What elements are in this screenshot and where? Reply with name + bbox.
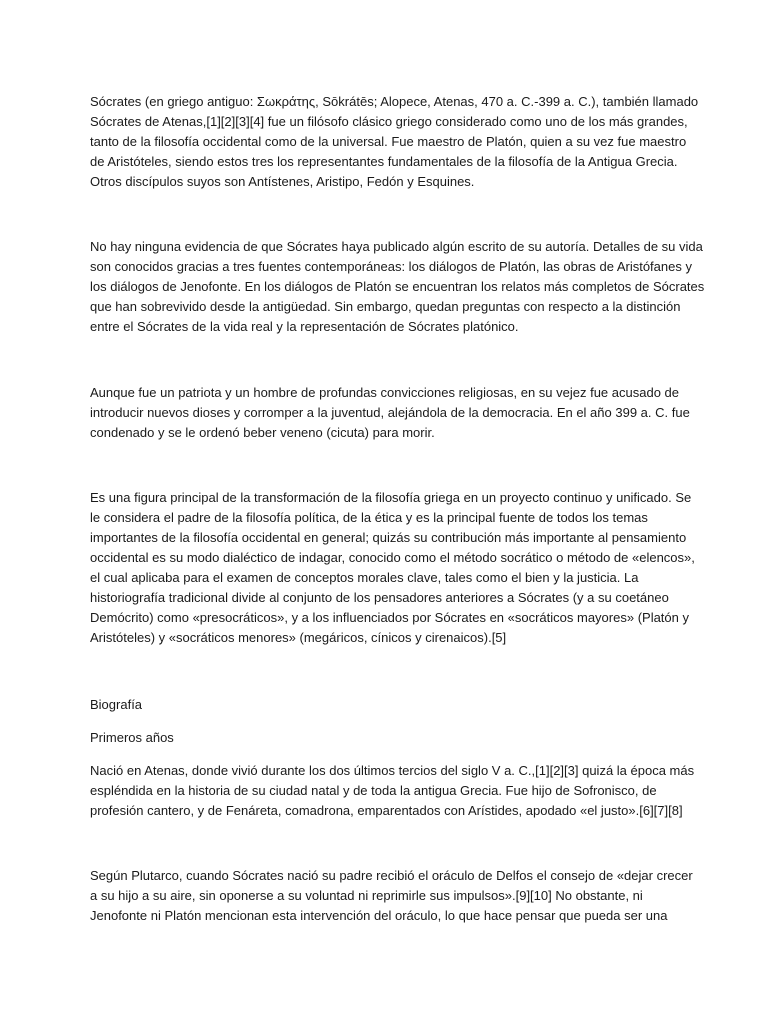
- subsection-heading: Primeros años: [90, 730, 174, 745]
- paragraph-line: condenado y se le ordenó beber veneno (cicuta) para morir.: [90, 425, 435, 440]
- paragraph-line: entre el Sócrates de la vida real y la representación de Sócrates platónico.: [90, 319, 519, 334]
- intro-paragraph: [90, 92, 699, 192]
- paragraph-line: de Aristóteles, siendo estos tres los representantes fundamentales de la filosofía de la Antigua Grecia.: [90, 154, 678, 169]
- paragraph-line: le considera el padre de la filosofía política, de la ética y es la principal fuente de todos los temas: [90, 510, 648, 525]
- paragraph-line: introducir nuevos dioses y corromper a la juventud, alejándola de la democracia. En el año 399 a. C. fue: [90, 405, 690, 420]
- legacy-paragraph: [90, 488, 695, 648]
- birth-paragraph: [90, 761, 695, 821]
- paragraph-line: a su hijo a su aire, sin oponerse a su voluntad ni reprimirle sus impulsos».[9][10] No obstante, ni: [90, 888, 643, 903]
- paragraph-line: que han sobrevivido desde la antigüedad. Sin embargo, quedan preguntas con respecto a la distinción: [90, 299, 681, 314]
- paragraph-line: Nació en Atenas, donde vivió durante los dos últimos tercios del siglo V a. C.,[1][2][3] quizá la época más: [90, 763, 695, 778]
- sources-paragraph: [90, 237, 705, 337]
- paragraph-line: los diálogos de Jenofonte. En los diálogos de Platón se encuentran los relatos más completos de Sócrates: [90, 279, 705, 294]
- paragraph-line: Demócrito) como «presocráticos», y a los influenciados por Sócrates en «socráticos mayores» (Platón y: [90, 610, 689, 625]
- paragraph-line: occidental es su modo dialéctico de indagar, conocido como el método socrático o método de «elencos»,: [90, 550, 695, 565]
- paragraph-line: Otros discípulos suyos son Antístenes, Aristipo, Fedón y Esquines.: [90, 174, 475, 189]
- oracle-paragraph: [90, 866, 693, 926]
- paragraph-line: Sócrates de Atenas,[1][2][3][4] fue un filósofo clásico griego considerado como uno de los más grandes,: [90, 114, 688, 129]
- paragraph-line: Sócrates (en griego antiguo: Σωκράτης, Sōkrátēs; Alopece, Atenas, 470 a. C.-399 a. C.), también llamado: [90, 94, 699, 109]
- paragraph-line: Aristóteles) y «socráticos menores» (megáricos, cínicos y cirenaicos).[5]: [90, 630, 507, 645]
- paragraph-line: son conocidos gracias a tres fuentes contemporáneas: los diálogos de Platón, las obras de Aristófanes y: [90, 259, 692, 274]
- paragraph-line: Jenofonte ni Platón mencionan esta intervención del oráculo, lo que hace pensar que pueda ser una: [90, 908, 668, 923]
- paragraph-line: No hay ninguna evidencia de que Sócrates haya publicado algún escrito de su autoría. Detalles de su vida: [90, 239, 703, 254]
- paragraph-line: el cual aplicaba para el examen de conceptos morales clave, tales como el bien y la justicia. La: [90, 570, 639, 585]
- paragraph-line: Según Plutarco, cuando Sócrates nació su padre recibió el oráculo de Delfos el consejo de «dejar crecer: [90, 868, 693, 883]
- paragraph-line: importantes de la filosofía occidental en general; quizás su contribución más importante al pensamiento: [90, 530, 687, 545]
- paragraph-line: historiografía tradicional divide al conjunto de los pensadores anteriores a Sócrates (y a su coetáneo: [90, 590, 669, 605]
- paragraph-line: espléndida en la historia de su ciudad natal y de toda la antigua Grecia. Fue hijo de Sofronisco, de: [90, 783, 657, 798]
- paragraph-line: Es una figura principal de la transformación de la filosofía griega en un proyecto continuo y unificado. Se: [90, 490, 692, 505]
- section-heading: Biografía: [90, 697, 143, 712]
- paragraph-line: tanto de la filosofía occidental como de la universal. Fue maestro de Platón, quien a su vez fue maestro: [90, 134, 687, 149]
- trial-paragraph: [90, 383, 690, 443]
- paragraph-line: Aunque fue un patriota y un hombre de profundas convicciones religiosas, en su vejez fue acusado de: [90, 385, 679, 400]
- paragraph-line: profesión cantero, y de Fenáreta, comadrona, emparentados con Arístides, apodado «el justo».[6][7][8]: [90, 803, 683, 818]
